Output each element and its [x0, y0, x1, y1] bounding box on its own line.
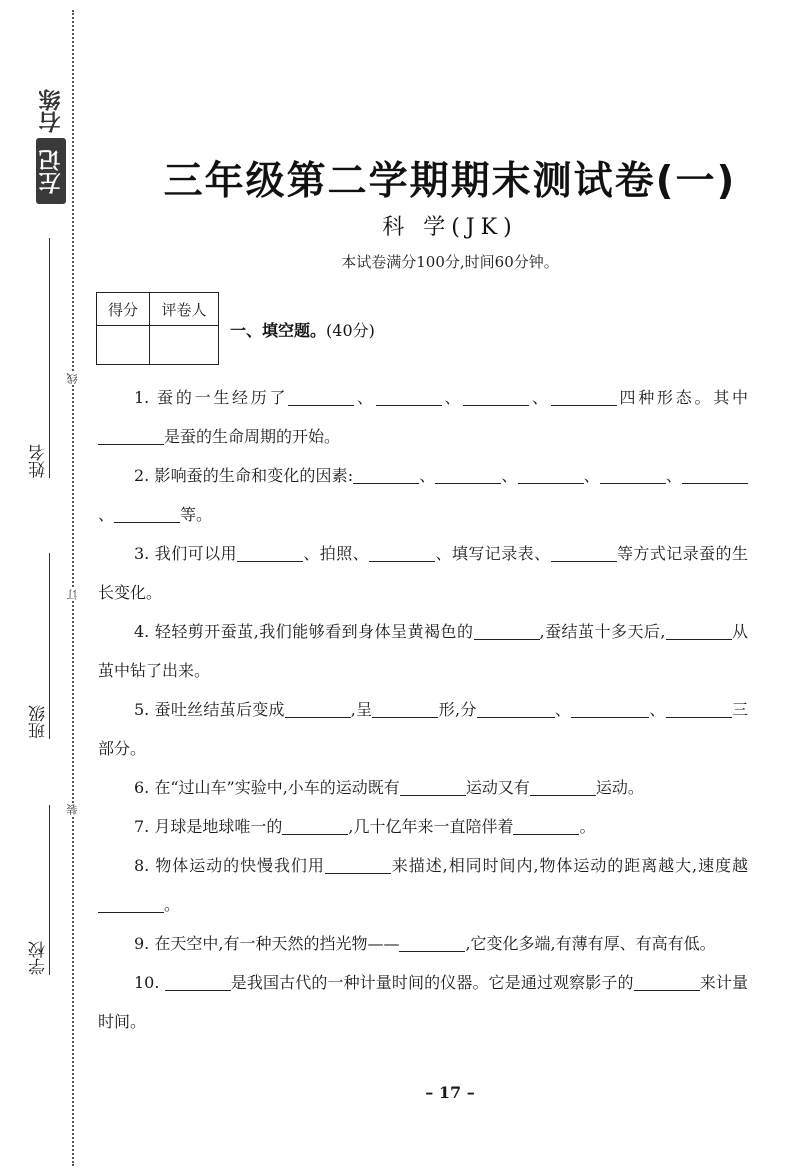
- answer-blank[interactable]: [551, 545, 617, 562]
- question-1: [98, 378, 748, 456]
- binding-dotted-line: [72, 10, 74, 1166]
- answer-blank[interactable]: [288, 389, 354, 406]
- question-number: 8.: [134, 856, 150, 875]
- answer-blank[interactable]: [463, 389, 529, 406]
- section-points: (40分): [326, 321, 375, 340]
- question-text: 轻轻剪开蚕茧,我们能够看到身体呈黄褐色的: [154, 622, 474, 641]
- question-text: 是蚕的生命周期的开始。: [164, 427, 341, 446]
- separator: 、: [98, 505, 115, 524]
- separator: 、: [419, 466, 436, 485]
- question-text: 在“过山车”实验中,小车的运动既有: [154, 778, 400, 797]
- question-text: 影响蚕的生命和变化的因素:: [154, 466, 354, 485]
- question-text: 我们可以用: [154, 544, 237, 563]
- question-3: [98, 534, 748, 612]
- answer-blank[interactable]: [551, 389, 617, 406]
- question-text: 来计量时间。: [98, 973, 748, 1031]
- exam-title: 三年级第二学期期末测试卷(一): [163, 159, 737, 204]
- question-number: 4.: [134, 622, 150, 641]
- section-heading: [230, 318, 375, 341]
- separator: 、: [354, 388, 376, 407]
- question-text: ,呈: [350, 700, 373, 719]
- answer-blank[interactable]: [285, 701, 351, 718]
- question-number: 7.: [134, 817, 150, 836]
- question-text: 来描述,相同时间内,物体运动的距离越大,速度越: [390, 856, 748, 875]
- separator: 、: [665, 466, 682, 485]
- question-number: 2.: [134, 466, 150, 485]
- brand-logo: [36, 84, 68, 204]
- cut-mark-bind: 订: [66, 589, 79, 600]
- question-4: [98, 612, 748, 690]
- answer-blank[interactable]: [682, 467, 748, 484]
- question-number: 10.: [134, 973, 160, 992]
- brand-left-text: 左记: [39, 148, 64, 194]
- score-cell[interactable]: [97, 326, 150, 365]
- answer-blank[interactable]: [513, 818, 579, 835]
- answer-blank[interactable]: [518, 467, 584, 484]
- question-7: [98, 807, 748, 846]
- answer-blank[interactable]: [600, 467, 666, 484]
- question-text: 等。: [180, 505, 213, 524]
- school-field-label: 学校: [29, 941, 49, 975]
- question-list: [98, 378, 748, 1041]
- class-field-label: 班级: [29, 705, 49, 739]
- question-text: 是我国古代的一种计量时间的仪器。它是通过观察影子的: [230, 973, 634, 992]
- exam-note: 本试卷满分100分,时间60分钟。: [341, 253, 559, 271]
- question-text: 在天空中,有一种天然的挡光物——: [154, 934, 400, 953]
- question-text: ,几十亿年来一直陪伴着: [348, 817, 514, 836]
- name-field-line: [49, 238, 50, 478]
- answer-blank[interactable]: [477, 701, 555, 718]
- question-number: 3.: [134, 544, 150, 563]
- name-field[interactable]: [22, 238, 52, 478]
- question-9: [98, 924, 748, 963]
- name-field-label: 姓名: [29, 444, 49, 478]
- grader-cell[interactable]: [150, 326, 219, 365]
- answer-blank[interactable]: [530, 779, 596, 796]
- question-number: 9.: [134, 934, 150, 953]
- separator: 、: [529, 388, 551, 407]
- question-text: 蚕的一生经历了: [157, 388, 289, 407]
- class-field[interactable]: [22, 553, 52, 739]
- question-text: 运动。: [595, 778, 644, 797]
- page-number: – 17 –: [425, 1083, 475, 1102]
- question-number: 5.: [134, 700, 150, 719]
- question-text: 物体运动的快慢我们用: [155, 856, 325, 875]
- answer-blank[interactable]: [634, 974, 700, 991]
- school-field[interactable]: [22, 805, 52, 975]
- question-text: 蚕吐丝结茧后变成: [154, 700, 285, 719]
- answer-blank[interactable]: [666, 623, 732, 640]
- question-number: 6.: [134, 778, 150, 797]
- question-text: 三部分。: [98, 700, 748, 758]
- answer-blank[interactable]: [474, 623, 540, 640]
- answer-blank[interactable]: [666, 701, 732, 718]
- answer-blank[interactable]: [282, 818, 348, 835]
- separator: 、: [583, 466, 600, 485]
- question-8: [98, 846, 748, 924]
- score-header: 得分: [97, 293, 150, 326]
- answer-blank[interactable]: [400, 779, 466, 796]
- cut-mark-line: 线: [66, 373, 79, 384]
- question-number: 1.: [134, 388, 150, 407]
- question-text: 、拍照、: [302, 544, 370, 563]
- question-text: 。: [579, 817, 596, 836]
- answer-blank[interactable]: [353, 467, 419, 484]
- question-6: [98, 768, 748, 807]
- separator: 、: [501, 466, 518, 485]
- question-2: [98, 456, 748, 534]
- answer-blank[interactable]: [372, 701, 438, 718]
- answer-blank[interactable]: [165, 974, 231, 991]
- question-text: 、填写记录表、: [435, 544, 551, 563]
- question-text: 四种形态。其中: [616, 388, 748, 407]
- answer-blank[interactable]: [98, 428, 164, 445]
- answer-blank[interactable]: [114, 506, 180, 523]
- answer-blank[interactable]: [237, 545, 303, 562]
- grader-header: 评卷人: [150, 293, 219, 326]
- answer-blank[interactable]: [369, 545, 435, 562]
- question-text: 等方式记录蚕的生长变化。: [98, 544, 748, 602]
- question-text: 。: [164, 895, 181, 914]
- score-table: [96, 292, 219, 365]
- question-text: 月球是地球唯一的: [154, 817, 283, 836]
- answer-blank[interactable]: [435, 467, 501, 484]
- cut-mark-pack: 装: [66, 804, 79, 815]
- question-5: [98, 690, 748, 768]
- answer-blank[interactable]: [571, 701, 649, 718]
- separator: 、: [441, 388, 464, 407]
- question-text: 形,分: [438, 700, 477, 719]
- question-10: [98, 963, 748, 1041]
- question-text: ,它变化多端,有薄有厚、有高有低。: [465, 934, 716, 953]
- answer-blank[interactable]: [98, 896, 164, 913]
- section-title: 一、填空题。: [230, 321, 327, 340]
- brand-right-text: 右练: [39, 89, 64, 133]
- question-text: ,蚕结茧十多天后,: [539, 622, 666, 641]
- question-text: 运动又有: [465, 778, 530, 797]
- question-text: 从茧中钻了出来。: [98, 622, 748, 680]
- separator: 、: [649, 700, 666, 719]
- answer-blank[interactable]: [399, 935, 465, 952]
- answer-blank[interactable]: [376, 389, 442, 406]
- answer-blank[interactable]: [325, 857, 391, 874]
- separator: 、: [554, 700, 572, 719]
- exam-subject: 科 学(JK): [382, 215, 518, 240]
